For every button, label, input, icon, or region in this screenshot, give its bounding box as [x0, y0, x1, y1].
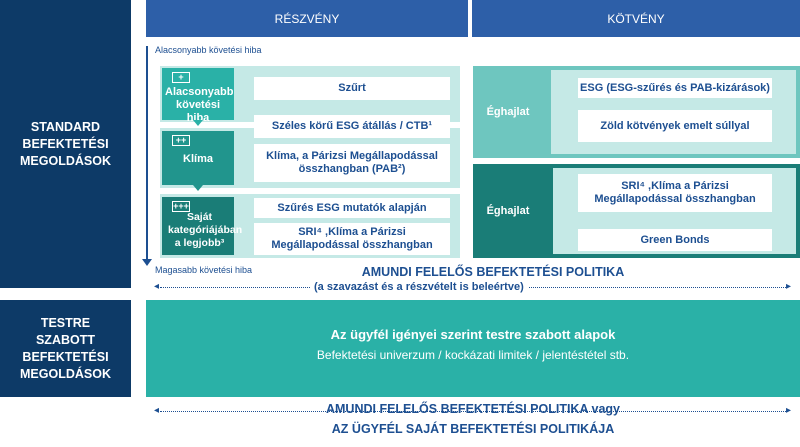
equity-szurt-box: Szűrt	[254, 77, 450, 100]
header-kotveny	[472, 0, 800, 37]
bond-eghajlat-top: Éghajlat	[486, 106, 530, 118]
tier-1-label: Alacsonyabb követési hiba	[165, 86, 234, 124]
tier-3-label: Saját kategóriájában a legjobb³	[168, 211, 243, 249]
custom-line-2: Befektetési univerzum / kockázati limitek / jelentéstétel stb.	[316, 348, 630, 362]
custom-solutions-panel	[0, 300, 131, 397]
tier-1	[162, 68, 234, 124]
policy1-subtitle: (a szavazást és a részvételt is beleértve)	[310, 281, 528, 293]
equity-szures-box: Szűrés ESG mutatók alapján	[254, 198, 450, 218]
testre-line-1: TESTRE	[40, 315, 91, 330]
standard-line-2: BEFEKTETÉSI	[22, 136, 109, 151]
standard-line-1: STANDARD	[30, 119, 101, 134]
policy2-line-1: AMUNDI FELELŐS BEFEKTETÉSI POLITIKA vagy	[325, 402, 620, 416]
tier-2-pointer	[193, 185, 203, 191]
policy2-dotted-line	[160, 411, 788, 412]
axis-bottom-label: Magasabb követési hiba	[155, 265, 253, 275]
axis-top-label: Alacsonyabb követési hiba	[155, 45, 262, 55]
policy2-arrow-right: ▸	[786, 405, 792, 416]
custom-line-1: Az ügyfél igényei szerint testre szabott alapok	[330, 327, 616, 342]
equity-szeles-box: Széles körű ESG átállás / CTB¹	[254, 115, 450, 138]
bond-zold-box: Zöld kötvények emelt súllyal	[578, 110, 772, 142]
policy1-arrow-left: ◂	[154, 281, 160, 292]
policy2-line-2: AZ ÜGYFÉL SAJÁT BEFEKTETÉSI POLITIKÁJA	[331, 422, 615, 436]
policy1-title: AMUNDI FELELŐS BEFEKTETÉSI POLITIKA	[361, 265, 625, 279]
bond-esg-box: ESG (ESG-szűrés és PAB-kizárások)	[578, 78, 772, 98]
policy2-arrow-left: ◂	[154, 405, 160, 416]
tier-3-sign: +++	[173, 201, 189, 211]
testre-line-4: MEGOLDÁSOK	[20, 366, 111, 381]
policy1-arrow-right: ▸	[786, 281, 792, 292]
tier-1-pointer	[193, 120, 203, 126]
tracking-error-axis	[146, 46, 148, 261]
equity-sri-box: SRI⁴ ,Klíma a Párizsi Megállapodással összhangban	[254, 223, 450, 255]
testre-line-3: BEFEKTETÉSI	[22, 349, 109, 364]
bond-green-bonds-box: Green Bonds	[578, 229, 772, 251]
header-reszveny	[146, 0, 468, 37]
standard-line-3: MEGOLDÁSOK	[20, 153, 111, 168]
tier-2-label: Klíma	[183, 153, 213, 165]
tier-3	[162, 197, 243, 255]
bond-eghajlat-bottom: Éghajlat	[486, 205, 530, 217]
tier-2-sign: ++	[172, 135, 190, 146]
tier-2	[162, 131, 234, 185]
testre-line-2: SZABOTT	[35, 332, 95, 347]
custom-funds-band	[146, 300, 800, 397]
bond-sri-box: SRI⁴ ,Klíma a Párizsi Megállapodással összhangban	[578, 174, 772, 212]
header-reszveny-label: RÉSZVÉNY	[274, 11, 340, 26]
tier-1-sign: +	[172, 72, 190, 83]
standard-solutions-panel	[0, 0, 131, 288]
equity-klima-box: Klíma, a Párizsi Megállapodással összhangban (PAB²)	[254, 144, 450, 182]
header-kotveny-label: KÖTVÉNY	[607, 11, 665, 26]
